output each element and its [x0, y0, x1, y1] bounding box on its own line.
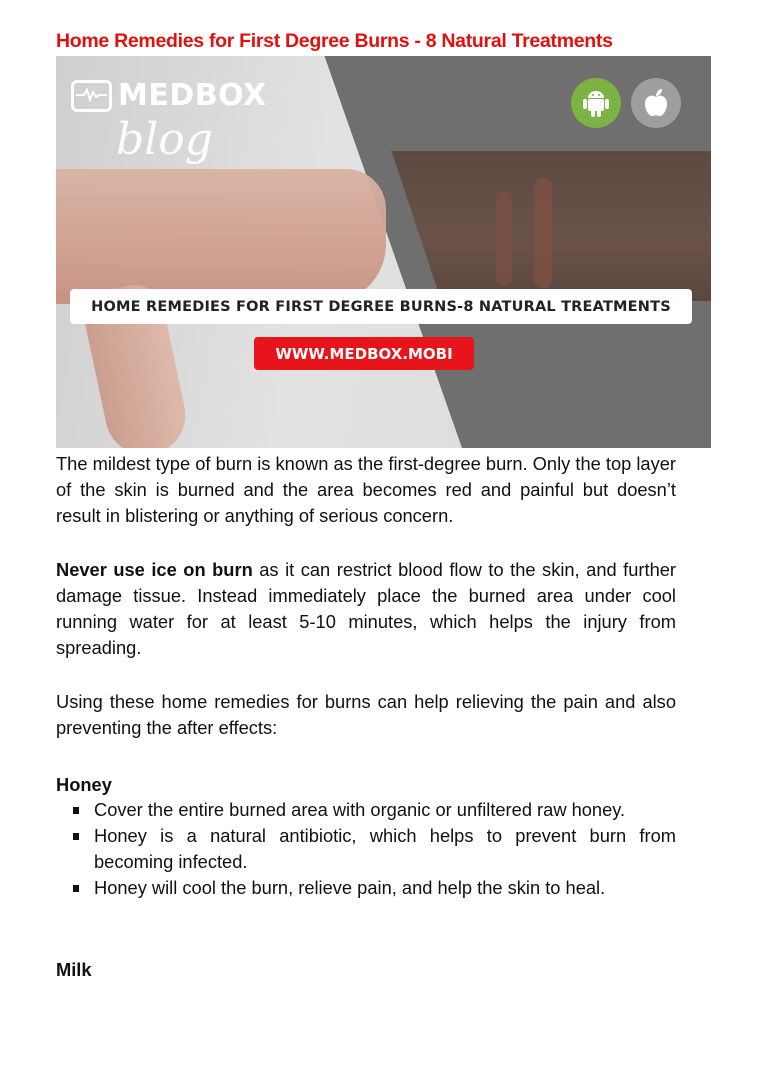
list-item-text: Honey is a natural antibiotic, which helps to prevent burn from becoming infected.	[94, 825, 676, 872]
android-icon	[571, 78, 621, 128]
square-bullet-icon	[73, 807, 79, 814]
list-item	[56, 875, 676, 901]
healthy-arm-graphic	[56, 169, 386, 304]
logo-subtext: blog	[116, 114, 213, 165]
list-item-text: Cover the entire burned area with organic or unfiltered raw honey.	[94, 799, 626, 820]
list-item-text: Honey will cool the burn, relieve pain, and help the skin to heal.	[94, 877, 606, 898]
section-heading-milk: Milk	[56, 959, 92, 980]
honey-bullet-list	[56, 797, 676, 901]
lead-in-paragraph: Using these home remedies for burns can help relieving the pain and also preventing the after effects:	[56, 691, 676, 738]
banner-url: WWW.MEDBOX.MOBI	[254, 337, 474, 370]
burn-mark	[496, 191, 512, 286]
square-bullet-icon	[73, 885, 79, 892]
banner-headline: HOME REMEDIES FOR FIRST DEGREE BURNS-8 NATURAL TREATMENTS	[70, 289, 692, 324]
list-item	[56, 823, 676, 875]
document-title: Home Remedies for First Degree Burns - 8 Natural Treatments	[56, 30, 613, 52]
banner-image	[56, 56, 711, 448]
intro-paragraph: The mildest type of burn is known as the first-degree burn. Only the top layer of the skin is burned and the area becomes red and painful but doesn’t result in blistering or anything of serious concern.	[56, 453, 676, 526]
warning-paragraph	[56, 557, 676, 661]
apple-icon	[631, 78, 681, 128]
medbox-logo	[71, 78, 267, 113]
section-heading-honey: Honey	[56, 774, 112, 795]
warning-text: as it can restrict blood flow to the skin, and further damage tissue. Instead immediately place the burned area under cool running water for at least 5-10 minutes, which helps the injury from spreading.	[56, 559, 677, 658]
heartbeat-logo-icon	[71, 80, 112, 112]
list-item	[56, 797, 676, 823]
warning-bold-text: Never use ice on burn	[56, 559, 253, 580]
burn-mark	[534, 178, 552, 288]
logo-text: MEDBOX	[118, 78, 267, 113]
square-bullet-icon	[73, 833, 79, 840]
